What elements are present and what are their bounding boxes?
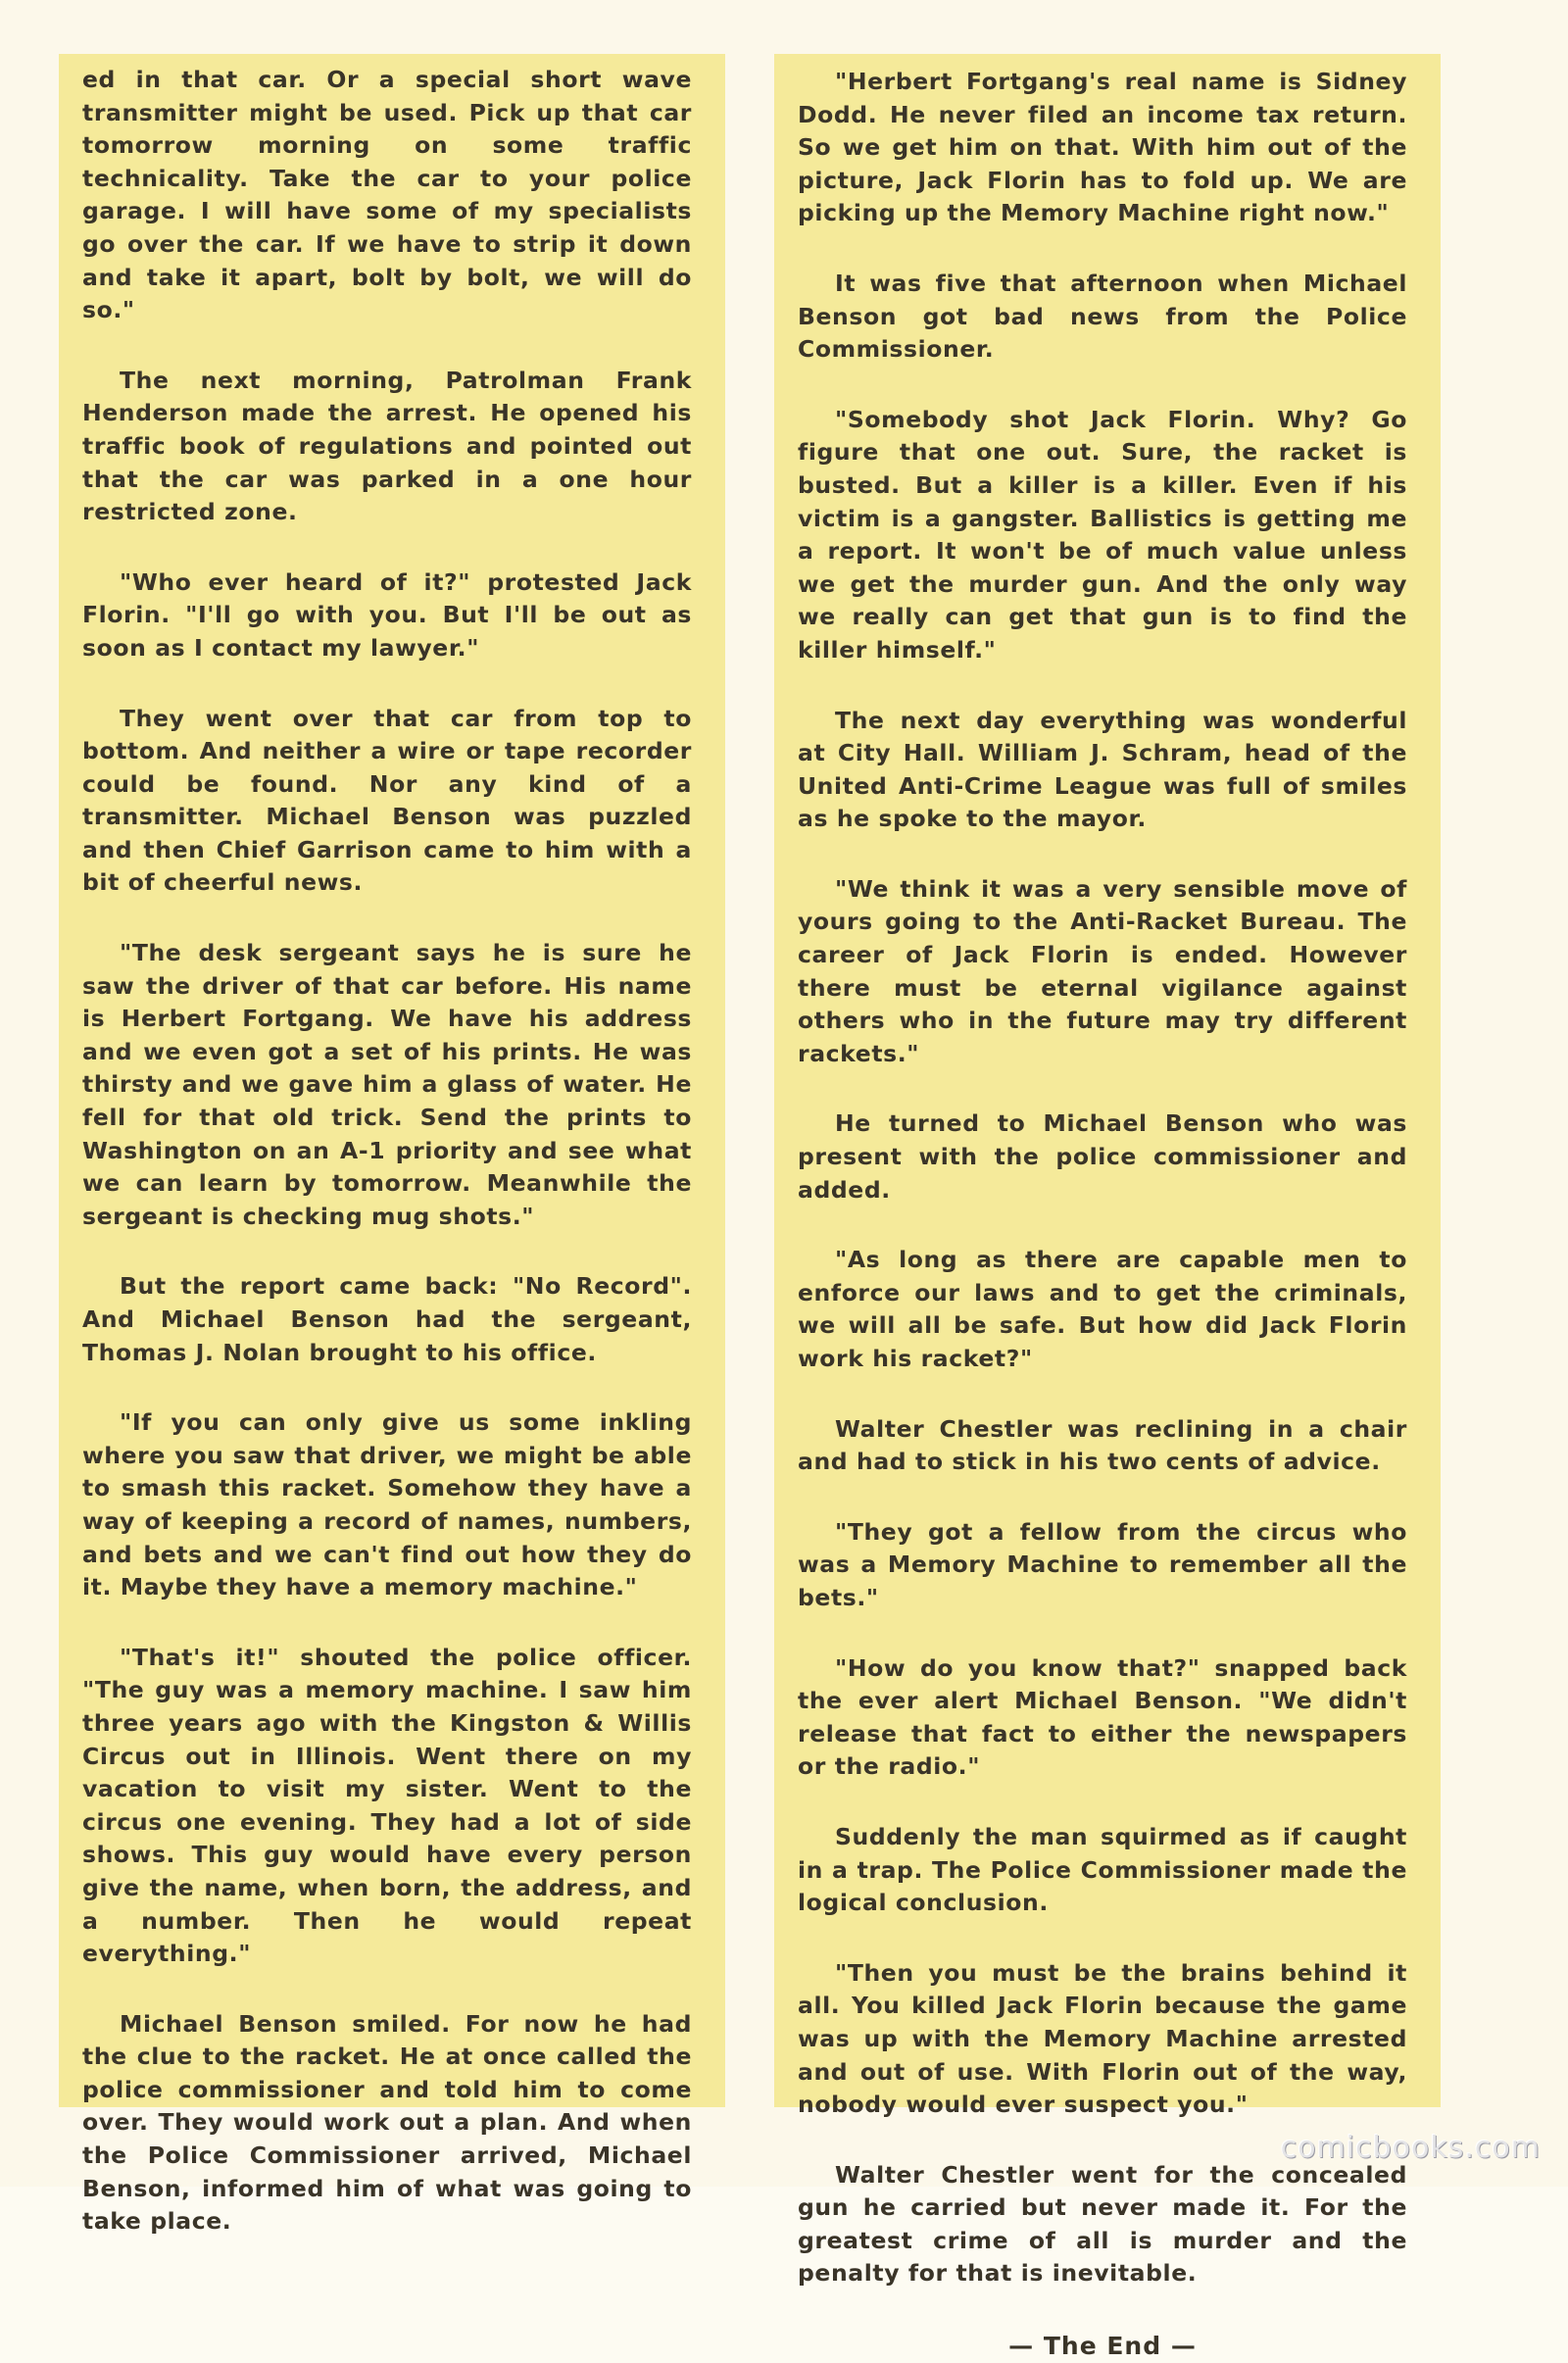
- paragraph: ed in that car. Or a special short wave transmitter might be used. Pick up that car tomorrow morning on some traffic technicality. Take the car to your police garage. I will have some of my specialists go over the car. If we have to strip it down and take it apart, bolt by bolt, we will do so.": [82, 66, 692, 324]
- paragraph: "If you can only give us some inkling where you saw that driver, we might be able to smash this racket. Somehow they have a way of keeping a record of names, numbers, and bets and we can't find out how they do it. Maybe they have a memory machine.": [82, 1408, 692, 1601]
- paragraph: "That's it!" shouted the police officer. "The guy was a memory machine. I saw him three years ago with the Kingston & Willis Circus out in Illinois. Went there on my vacation to visit my sister. Went to the circus one evening. They had a lot of side shows. This guy would have every person give the name, when born, the address, and a number. Then he would repeat everything.": [82, 1643, 692, 1968]
- paragraph: "They got a fellow from the circus who was a Memory Machine to remember all the bets.": [798, 1517, 1407, 1611]
- paragraph: "Herbert Fortgang's real name is Sidney Dodd. He never filed an income tax return. So we get him on that. With him out of the picture, Jack Florin has to fold up. We are picking up the Memory Machine right now.": [798, 68, 1407, 227]
- paragraph: He turned to Michael Benson who was present with the police commissioner and added.: [798, 1109, 1407, 1204]
- paragraph: Walter Chestler was reclining in a chair and had to stick in his two cents of advice.: [798, 1414, 1407, 1476]
- the-end-label: — The End —: [1008, 2332, 1197, 2361]
- paragraph: But the report came back: "No Record". And Michael Benson had the sergeant, Thomas J. Nolan brought to his office.: [82, 1272, 692, 1366]
- paragraph: "Then you must be the brains behind it all. You killed Jack Florin because the game was up with the Memory Machine arrested and out of use. With Florin out of the way, nobody would ever suspect you.": [798, 1958, 1407, 2119]
- paragraph: The next morning, Patrolman Frank Henderson made the arrest. He opened his traffic book of regulations and pointed out that the car was parked in a one hour restricted zone.: [82, 366, 692, 526]
- paragraph: "We think it was a very sensible move of yours going to the Anti-Racket Bureau. The career of Jack Florin is ended. However there must be eternal vigilance against others who in the future may try different rackets.": [798, 874, 1407, 1067]
- paragraph: "The desk sergeant says he is sure he saw the driver of that car before. His name is Herbert Fortgang. We have his address and we even got a set of his prints. He was thirsty and we gave him a glass of water. He fell for that old trick. Send the prints to Washington on an A-1 priority and see what we can learn by tomorrow. Meanwhile the sergeant is checking mug shots.": [82, 939, 692, 1230]
- paragraph: "How do you know that?" snapped back the ever alert Michael Benson. "We didn't release that fact to either the newspapers or the radio.": [798, 1653, 1407, 1781]
- paragraph: It was five that afternoon when Michael Benson got bad news from the Police Commissioner.: [798, 269, 1407, 364]
- paragraph: They went over that car from top to bottom. And neither a wire or tape recorder could be found. Nor any kind of a transmitter. Michael Benson was puzzled and then Chief Garrison came to him with a bit of cheerful news.: [82, 704, 692, 897]
- paragraph: "Somebody shot Jack Florin. Why? Go figure that one out. Sure, the racket is busted. But a killer is a killer. Even if his victim is a gangster. Ballistics is getting me a report. It won't be of much value unless we get the murder gun. And the only way we really can get that gun is to find the killer himself.": [798, 405, 1407, 664]
- left-text-column: [59, 54, 725, 2236]
- paragraph: The next day everything was wonderful at City Hall. William J. Schram, head of the United Anti-Crime League was full of smiles as he spoke to the mayor.: [798, 706, 1407, 833]
- paragraph: Michael Benson smiled. For now he had the clue to the racket. He at once called the police commissioner and told him to come over. They would work out a plan. And when the Police Commissioner arrived, Michael Benson, informed him of what was going to take place.: [82, 2009, 692, 2236]
- paragraph: "Who ever heard of it?" protested Jack Florin. "I'll go with you. But I'll be out as soon as I contact my lawyer.": [82, 567, 692, 662]
- paragraph: Suddenly the man squirmed as if caught in a trap. The Police Commissioner made the logical conclusion.: [798, 1822, 1407, 1917]
- paragraph: "As long as there are capable men to enforce our laws and to get the criminals, we will all be safe. But how did Jack Florin work his racket?": [798, 1246, 1407, 1372]
- paragraph: Walter Chestler went for the concealed gun he carried but never made it. For the greatest crime of all is murder and the penalty for that is inevitable.: [798, 2160, 1407, 2288]
- site-watermark: comicbooks.com: [1280, 2131, 1541, 2165]
